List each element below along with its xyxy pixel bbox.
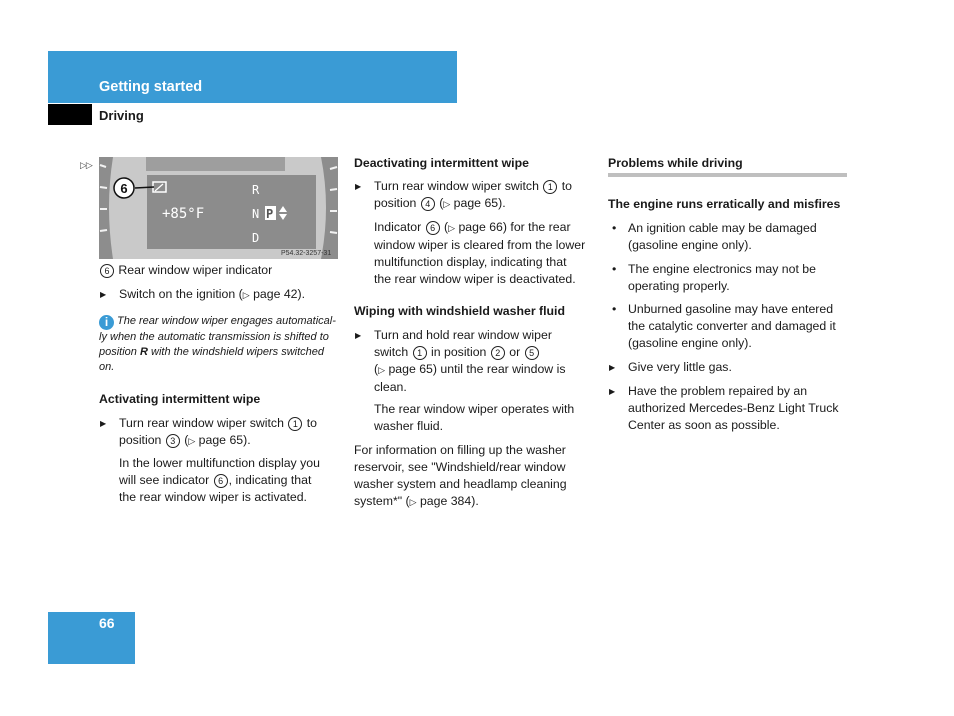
gear-d: D bbox=[252, 231, 260, 245]
page-ref-arrow-icon: ▷ bbox=[409, 497, 417, 507]
gear-p-selected: P bbox=[266, 207, 274, 221]
column-1-step-ignition: ▶ Switch on the ignition (▷ page 42). bbox=[99, 286, 344, 304]
heading-washer-fluid: Wiping with windshield washer fluid bbox=[354, 304, 565, 318]
column-2-step-deactivate: ▶ Turn rear window wiper switch 1 to position 4 (▷ page 65). bbox=[354, 178, 599, 213]
column-2-paragraph-reservoir: For information on filling up the washer reservoir, see "Windshield/rear window washer system and headlamp cleaning system*" (▷ page 384). bbox=[354, 443, 567, 508]
heading-problems: Problems while driving bbox=[608, 156, 743, 170]
cause-engine-electronics: • The engine electronics may not be operating properly. bbox=[608, 261, 853, 295]
figure-callout: 6 bbox=[120, 181, 128, 196]
continuation-arrows-icon: ▷▷ bbox=[80, 160, 92, 170]
page-ref-arrow-icon: ▷ bbox=[188, 436, 196, 446]
cause-ignition-cable: • An ignition cable may be damaged (gasoline engine only). bbox=[608, 220, 853, 254]
column-2-step-washer: ▶ Turn and hold rear window wiper switch 1 in position 2 or 5 (▷ page 65) until the rear window is clean. bbox=[354, 327, 599, 396]
section-tab-marker bbox=[48, 104, 92, 125]
instrument-display-figure bbox=[99, 157, 338, 259]
page-ref-arrow-icon: ▷ bbox=[242, 290, 250, 300]
heading-deactivating: Deactivating intermittent wipe bbox=[354, 156, 529, 170]
subheading-engine: The engine runs erratically and misfires bbox=[608, 197, 841, 211]
subsection-title: Driving bbox=[99, 108, 144, 123]
column-2-paragraph-cleared: Indicator 6 (▷ page 66) for the rear window wiper is cleared from the lower multifunction display, indicating that the rear window wiper is deactivated. bbox=[374, 220, 586, 286]
section-title: Getting started bbox=[99, 79, 203, 95]
gear-r: R bbox=[252, 183, 260, 197]
column-1-legend bbox=[99, 262, 344, 279]
gear-n: N bbox=[252, 207, 260, 221]
column-2-paragraph-washer: The rear window wiper operates with washer fluid. bbox=[374, 402, 575, 433]
step-repair: ▶ Have the problem repaired by an authorized Mercedes-Benz Light Truck Center as soon as possible. bbox=[608, 383, 853, 434]
column-1-paragraph-indicator: In the lower multifunction display you will see indicator 6 , indicating that the rear window wiper is activated. bbox=[119, 456, 320, 504]
page-ref-arrow-icon: ▷ bbox=[448, 223, 456, 233]
figure-code: P54.32-3257-31 bbox=[281, 250, 332, 257]
column-1-step-activate: ▶ Turn rear window wiper switch 1 to position 3 (▷ page 65). bbox=[99, 415, 344, 450]
cause-unburned-gasoline: • Unburned gasoline may have entered the catalytic converter and damaged it (gasoline engine only). bbox=[608, 301, 853, 352]
legend-text: Rear window wiper indicator bbox=[118, 263, 273, 277]
temperature-readout: +85°F bbox=[162, 206, 205, 222]
page-ref-arrow-icon: ▷ bbox=[378, 365, 386, 375]
info-note: i The rear window wiper engages automatical- ly when the automatic transmission is shifted to position R with the windshield wipers switched on. bbox=[99, 315, 336, 373]
heading-rule bbox=[608, 173, 847, 177]
legend-number: 6 bbox=[100, 264, 114, 278]
heading-activating: Activating intermittent wipe bbox=[99, 392, 261, 406]
page-ref-arrow-icon: ▷ bbox=[443, 199, 451, 209]
page-number: 66 bbox=[99, 615, 115, 631]
info-icon: i bbox=[99, 315, 114, 330]
step-little-gas: ▶ Give very little gas. bbox=[608, 359, 853, 376]
page-number-box bbox=[48, 612, 135, 664]
